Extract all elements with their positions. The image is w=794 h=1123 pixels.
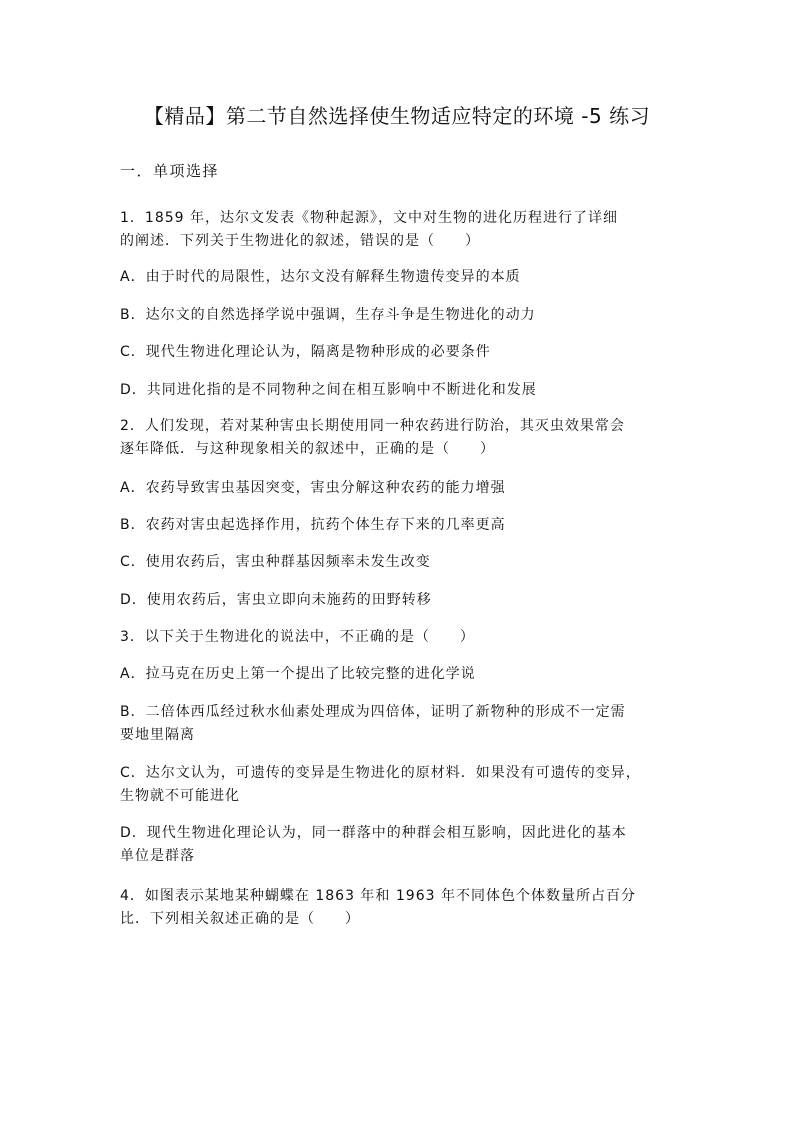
question-1-option-a: [120, 266, 676, 289]
text-line: 4．如图表示某地某种蝴蝶在 1863 年和 1963 年不同体色个体数量所占百分: [120, 888, 636, 904]
question-2-option-b: [120, 514, 676, 537]
text-line: 1．1859 年，达尔文发表《物种起源》，文中对生物的进化历程进行了详细: [120, 210, 618, 226]
text-line: B．达尔文的自然选择学说中强调，生存斗争是生物进化的动力: [120, 307, 536, 323]
question-3-option-d: [120, 822, 676, 868]
text-line: 2．人们发现，若对某种害虫长期使用同一种农药进行防治，其灭虫效果常会: [120, 418, 625, 434]
text-line: 比．下列相关叙述正确的是（ ）: [120, 911, 360, 927]
text-line: A．农药导致害虫基因突变，害虫分解这种农药的能力增强: [120, 480, 506, 496]
question-1-stem: [120, 207, 676, 253]
text-line: D．共同进化指的是不同物种之间在相互影响中不断进化和发展: [120, 382, 537, 398]
question-2-stem: [120, 415, 676, 461]
question-2-option-a: [120, 477, 676, 500]
text-line: 要地里隔离: [120, 727, 195, 743]
text-line: A．拉马克在历史上第一个提出了比较完整的进化学说: [120, 666, 476, 682]
question-1-option-b: [120, 304, 676, 327]
document-title: 【精品】第二节自然选择使生物适应特定的环境 -5 练习: [143, 104, 651, 128]
question-3-option-c: [120, 762, 676, 808]
text-line: 的阐述．下列关于生物进化的叙述，错误的是（ ）: [120, 233, 480, 249]
text-line: C．达尔文认为，可遗传的变异是生物进化的原材料．如果没有可遗传的变异，: [120, 765, 641, 781]
question-3-stem: [120, 626, 676, 649]
question-3-option-b: [120, 701, 676, 747]
text-line: B．农药对害虫起选择作用，抗药个体生存下来的几率更高: [120, 517, 506, 533]
text-line: D．使用农药后，害虫立即向未施药的田野转移: [120, 592, 432, 608]
question-4-stem: [120, 885, 676, 931]
question-3-option-a: [120, 663, 676, 686]
text-line: C．使用农药后，害虫种群基因频率未发生改变: [120, 554, 431, 570]
question-2-option-c: [120, 551, 676, 574]
text-line: A．由于时代的局限性，达尔文没有解释生物遗传变异的本质: [120, 269, 521, 285]
question-2-option-d: [120, 589, 676, 612]
text-line: C．现代生物进化理论认为，隔离是物种形成的必要条件: [120, 344, 491, 360]
text-line: D．现代生物进化理论认为，同一群落中的种群会相互影响，因此进化的基本: [120, 825, 627, 841]
question-1-option-c: [120, 341, 676, 364]
text-line: 生物就不可能进化: [120, 788, 240, 804]
text-line: 3．以下关于生物进化的说法中，不正确的是（ ）: [120, 629, 475, 645]
text-line: B．二倍体西瓜经过秋水仙素处理成为四倍体，证明了新物种的形成不一定需: [120, 704, 626, 720]
question-1-option-d: [120, 379, 676, 402]
section-heading: 一．单项选择: [120, 162, 220, 180]
text-line: 逐年降低．与这种现象相关的叙述中，正确的是（ ）: [120, 441, 495, 457]
text-line: 单位是群落: [120, 848, 195, 864]
